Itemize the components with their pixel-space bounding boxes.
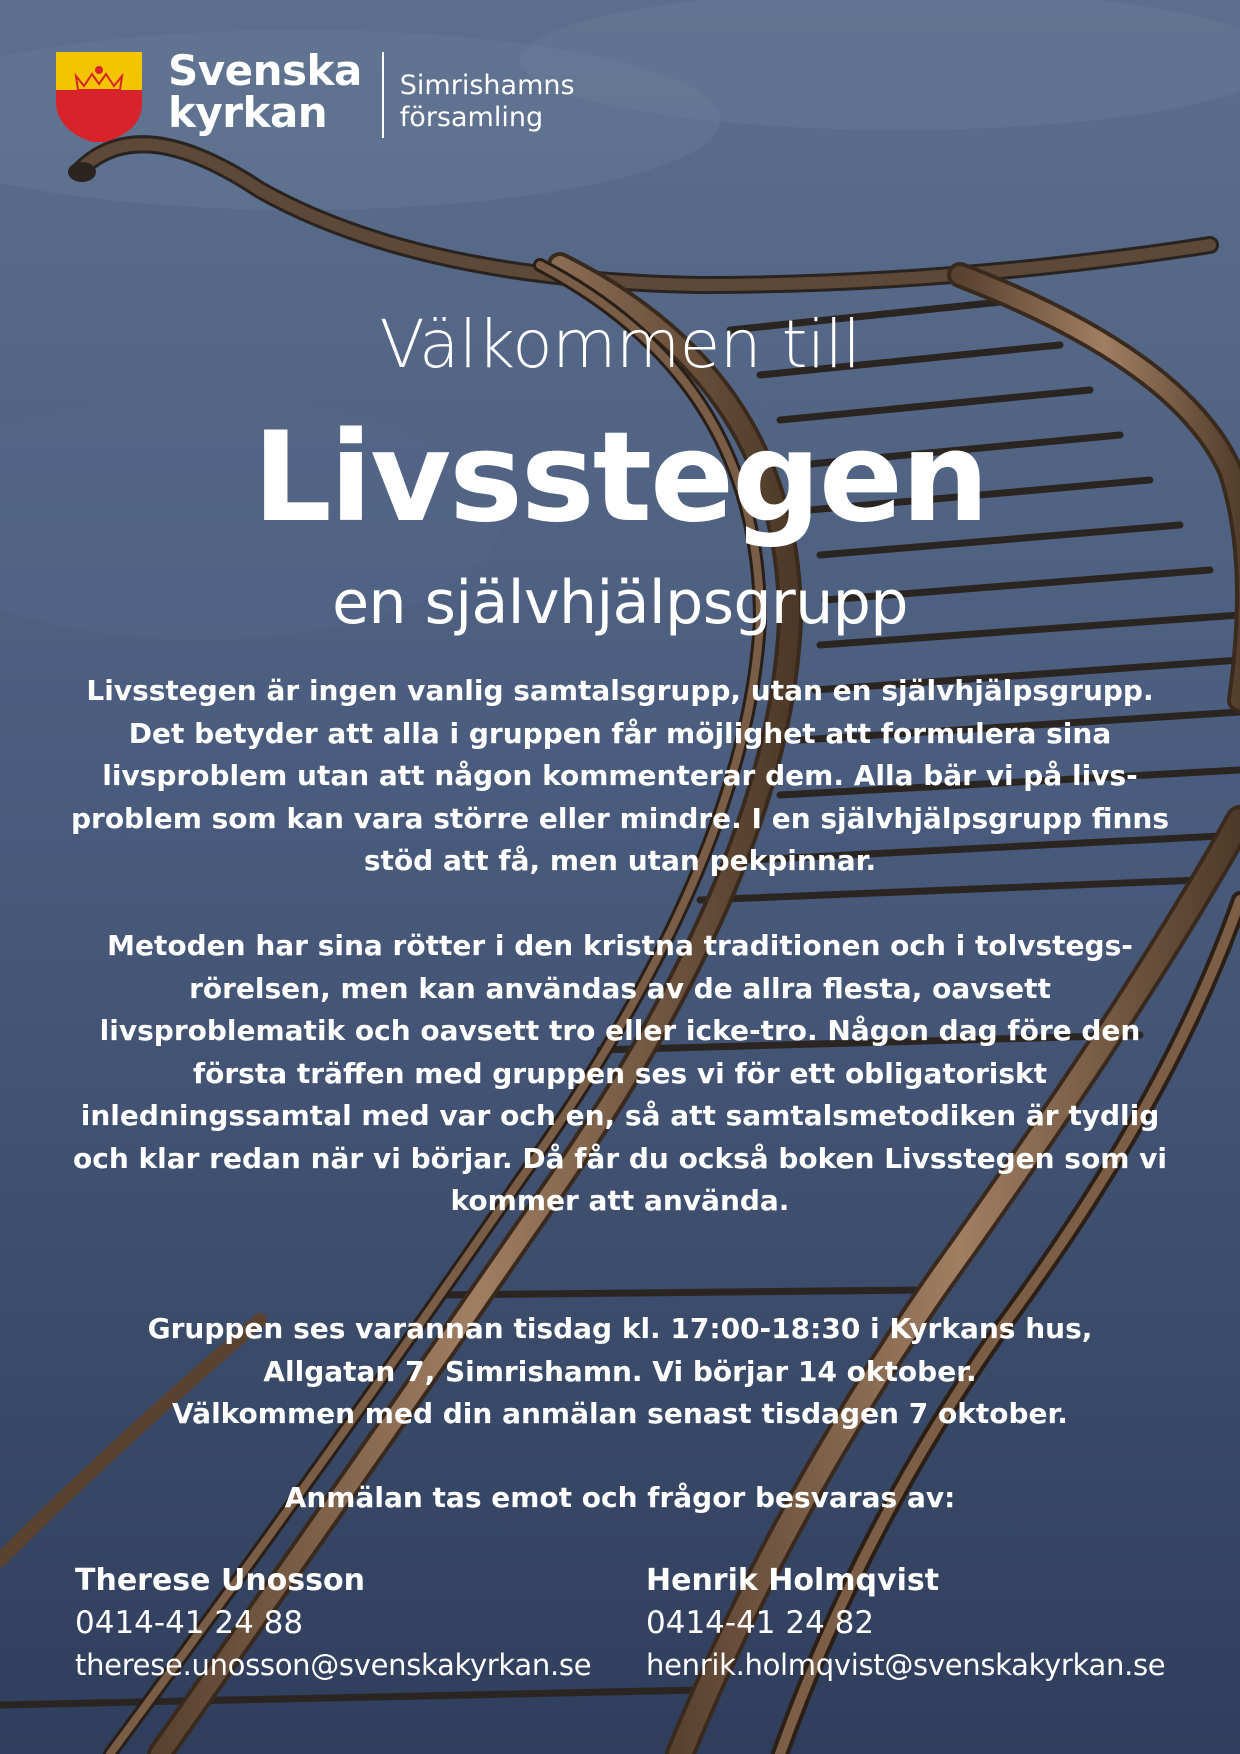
parish-name	[400, 70, 575, 134]
logo	[56, 46, 575, 144]
method-line: inledningssamtal med var och en, så att samtalsmetodiken är tydlig	[80, 1099, 1160, 1132]
subtitle: en självhjälpsgrupp	[332, 568, 908, 638]
parish-line1: Simrishamns	[399, 70, 575, 101]
schedule-line: Allgatan 7, Simrishamn. Vi börjar 14 oktober.	[263, 1354, 977, 1388]
contact-heading	[60, 1477, 1180, 1520]
method-line: livsproblematik och oavsett tro eller icke-tro. Någon dag före den	[99, 1014, 1141, 1047]
intro-line: problem som kan vara större eller mindre. I en självhjälpsgrupp finns	[70, 801, 1170, 835]
church-shield-icon	[56, 52, 142, 142]
method-line: rörelsen, men kan användas av de allra flesta, oavsett	[189, 971, 1051, 1005]
brand-wordmark	[168, 46, 362, 137]
contact-heading-text: Anmälan tas emot och frågor besvaras av:	[284, 1481, 956, 1514]
main-title: Livsstegen	[252, 406, 988, 550]
brand-name-line1: Svenska	[168, 46, 362, 95]
contact-card-therese	[75, 1560, 591, 1686]
logo-divider	[382, 52, 384, 138]
welcome-heading: Välkommen till	[379, 306, 861, 383]
contact-phone[interactable]: 0414-41 24 82	[646, 1605, 875, 1641]
parish-line2: församling	[399, 102, 544, 133]
intro-line: Det betyder att alla i gruppen får möjlighet att formulera sina	[128, 716, 1112, 750]
contact-card-henrik	[646, 1560, 1165, 1686]
intro-line: Livsstegen är ingen vanlig samtalsgrupp, utan en självhjälpsgrupp.	[86, 674, 1154, 707]
method-line: första träffen med gruppen ses vi för ett obligatoriskt	[192, 1056, 1048, 1090]
schedule-line: Gruppen ses varannan tisdag kl. 17:00-18:30 i Kyrkans hus,	[147, 1312, 1093, 1345]
schedule-paragraph	[60, 1308, 1180, 1436]
contact-name: Henrik Holmqvist	[646, 1563, 940, 1598]
brand-name-line2: kyrkan	[168, 88, 328, 137]
intro-paragraph	[60, 670, 1180, 883]
method-line: kommer att använda.	[450, 1184, 790, 1217]
contact-email[interactable]: henrik.holmqvist@svenskakyrkan.se	[646, 1648, 1166, 1682]
method-paragraph	[60, 925, 1180, 1223]
contact-name: Therese Unosson	[75, 1563, 365, 1598]
method-line: Metoden har sina rötter i den kristna traditionen och i tolvstegs-	[107, 929, 1133, 962]
schedule-line: Välkommen med din anmälan senast tisdagen 7 oktober.	[172, 1397, 1068, 1430]
intro-line: stöd att få, men utan pekpinnar.	[363, 844, 877, 877]
method-line: och klar redan när vi börjar. Då får du också boken Livsstegen som vi	[73, 1141, 1167, 1175]
contact-phone[interactable]: 0414-41 24 88	[75, 1605, 304, 1641]
contact-email[interactable]: therese.unosson@svenskakyrkan.se	[75, 1648, 592, 1682]
intro-line: livsproblem utan att någon kommenterar dem. Alla bär vi på livs-	[102, 759, 1138, 792]
